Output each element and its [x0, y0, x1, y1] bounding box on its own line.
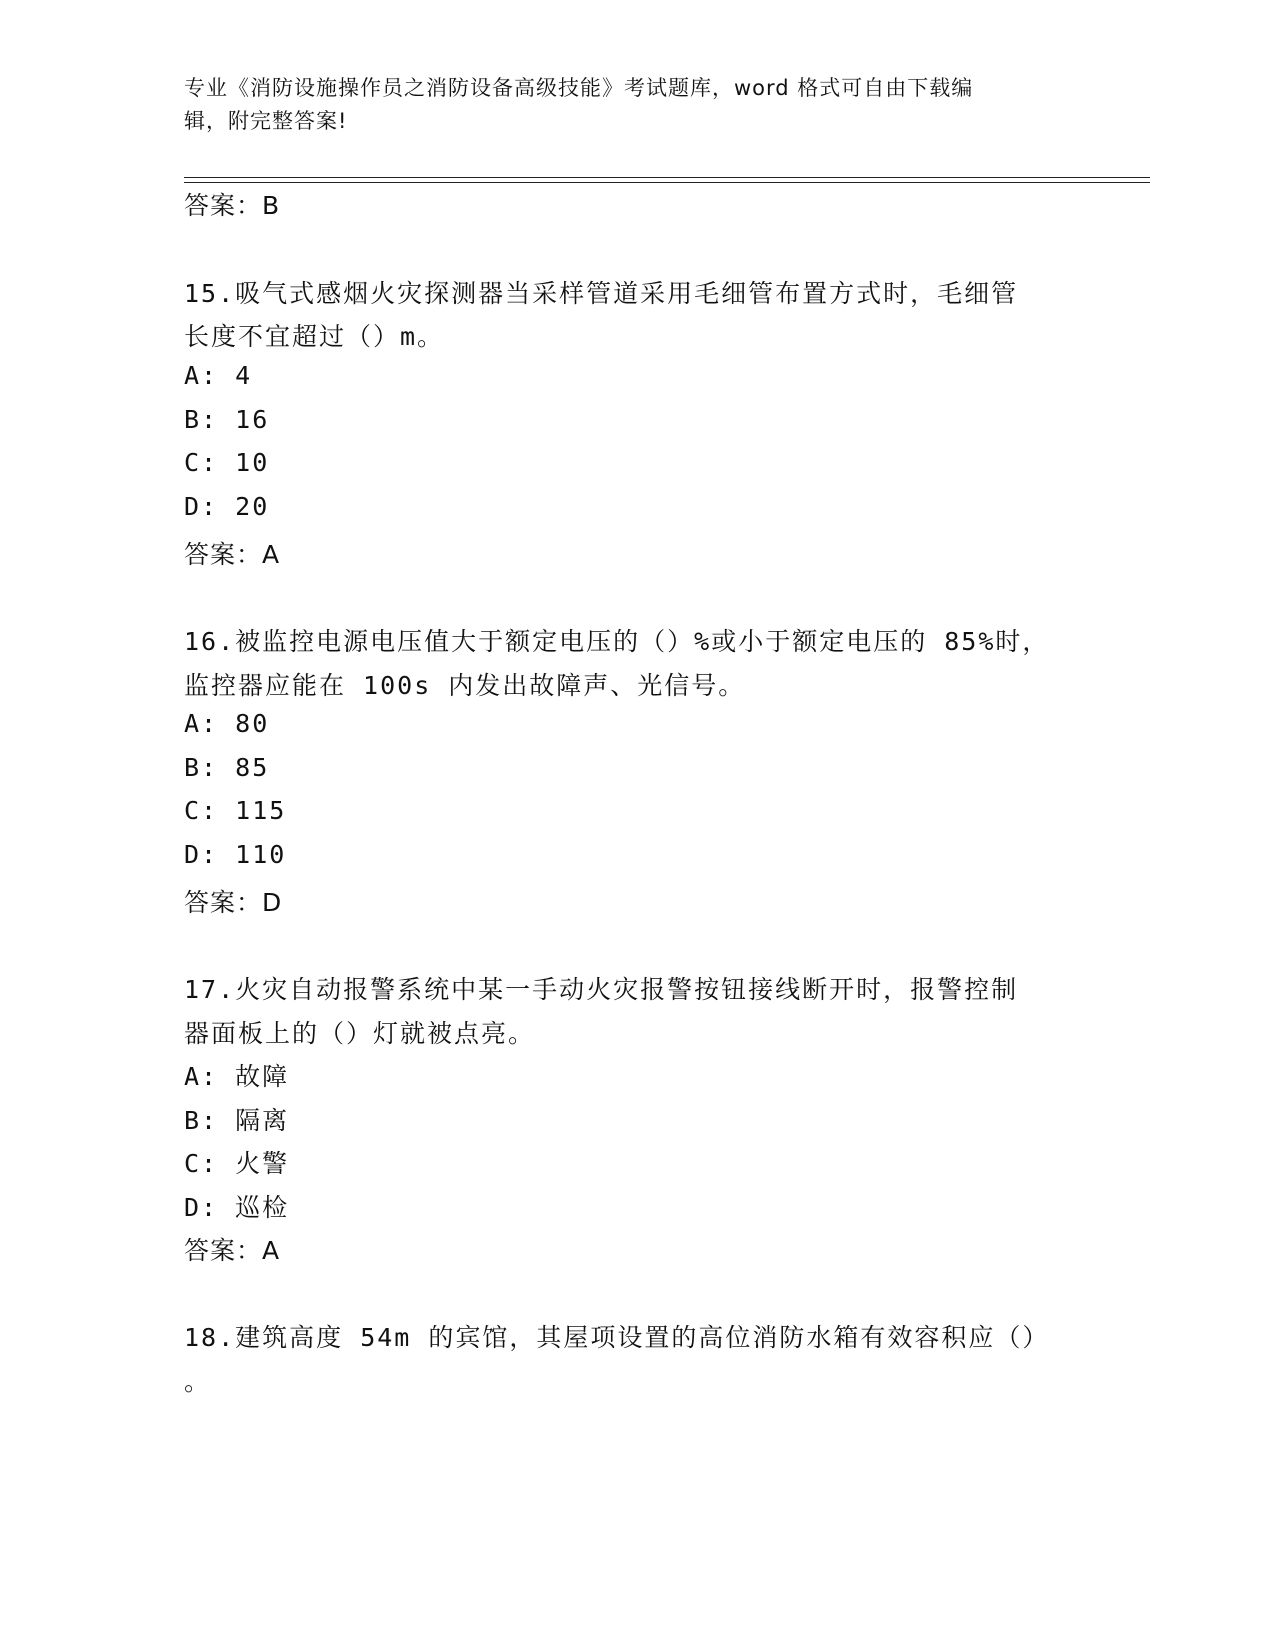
document-header [184, 72, 1064, 138]
question-16-stem-line-2: 监控器应能在 100s 内发出故障声、光信号。 [184, 671, 746, 700]
question-15-answer: 答案：A [184, 540, 281, 569]
question-15-option-b: B: 16 [184, 405, 270, 434]
question-17-option-c: C: 火警 [184, 1149, 290, 1178]
question-17-answer: 答案：A [184, 1236, 281, 1265]
question-17-stem-line-1: 17.火灾自动报警系统中某一手动火灾报警按钮接线断开时，报警控制 [184, 975, 1019, 1004]
question-18-stem-line-1: 18.建筑高度 54m 的宾馆，其屋项设置的高位消防水箱有效容积应（） [184, 1323, 1050, 1352]
question-17-option-d: D: 巡检 [184, 1193, 290, 1222]
question-16-option-a: A: 80 [184, 709, 270, 738]
header-line-2: 辑，附完整答案! [184, 109, 348, 133]
question-16-option-c: C: 115 [184, 796, 287, 825]
question-15-option-d: D: 20 [184, 492, 270, 521]
question-15-option-c: C: 10 [184, 448, 270, 477]
question-17-option-b: B: 隔离 [184, 1106, 290, 1135]
question-16-option-b: B: 85 [184, 753, 270, 782]
question-17-option-a: A: 故障 [184, 1062, 290, 1091]
header-divider-bottom [184, 182, 1150, 183]
question-18-stem-line-2: 。 [184, 1367, 212, 1396]
question-17-stem-line-2: 器面板上的（）灯就被点亮。 [184, 1019, 536, 1048]
question-15-option-a: A: 4 [184, 361, 253, 390]
header-divider-top [184, 177, 1150, 178]
question-16-answer: 答案：D [184, 888, 283, 917]
question-15-stem-line-2: 长度不宜超过（）m。 [184, 322, 445, 351]
question-15-stem-line-1: 15.吸气式感烟火灾探测器当采样管道采用毛细管布置方式时，毛细管 [184, 279, 1019, 308]
previous-answer: 答案：B [184, 191, 281, 220]
question-16-option-d: D: 110 [184, 840, 287, 869]
question-16-stem-line-1: 16.被监控电源电压值大于额定电压的（）%或小于额定电压的 85%时， [184, 627, 1050, 656]
header-line-1: 专业《消防设施操作员之消防设备高级技能》考试题库，word 格式可自由下载编 [184, 76, 974, 100]
